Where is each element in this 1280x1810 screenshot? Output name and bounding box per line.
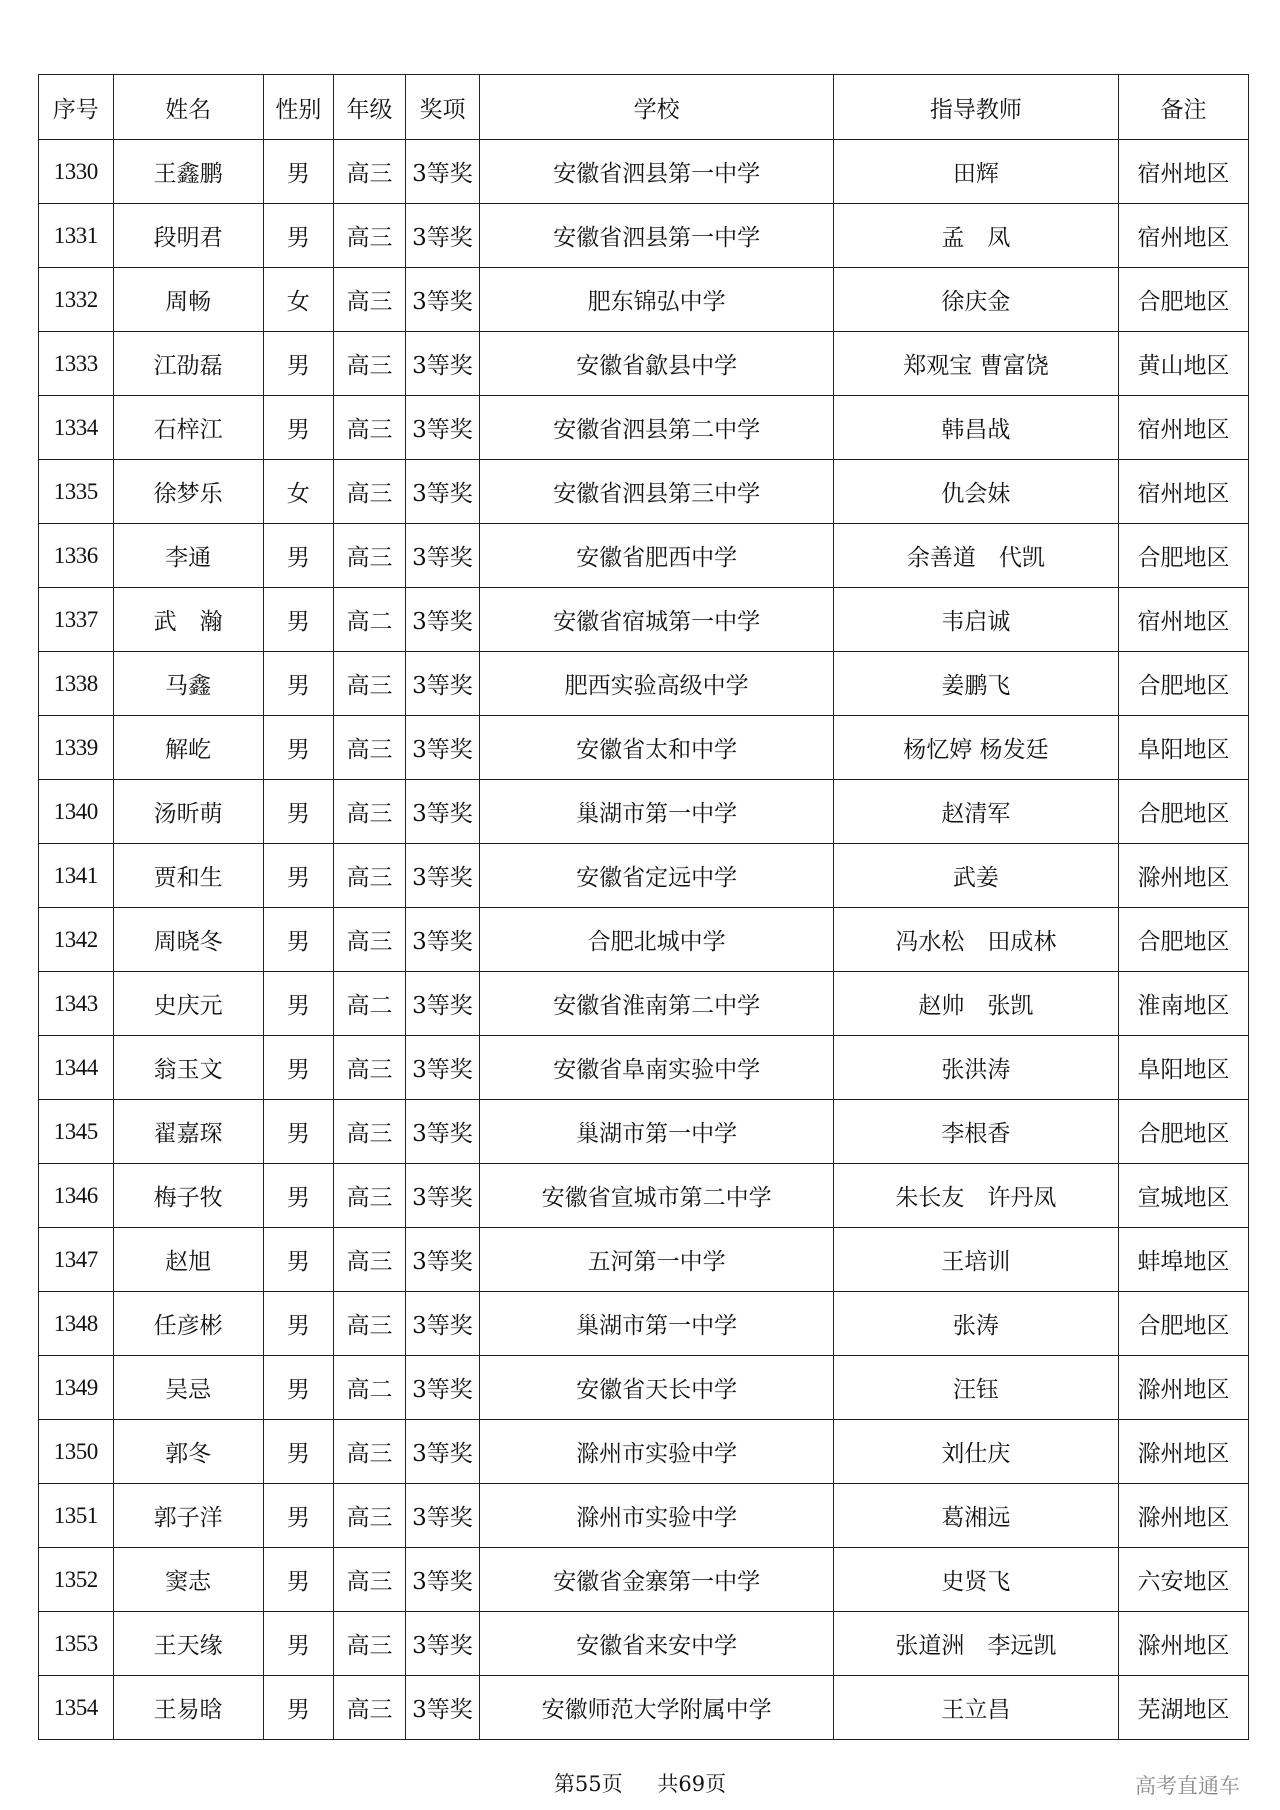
instructor: 田辉 xyxy=(833,140,1118,204)
serial-number: 1349 xyxy=(39,1356,114,1420)
instructor: 冯水松 田成林 xyxy=(833,908,1118,972)
watermark: 高考直通车 xyxy=(1135,1774,1240,1798)
region-note: 合肥地区 xyxy=(1118,780,1248,844)
instructor: 徐庆金 xyxy=(833,268,1118,332)
gender: 女 xyxy=(263,460,334,524)
header-col-grade: 年级 xyxy=(334,75,406,140)
table-row xyxy=(39,588,1249,652)
award: 3等奖 xyxy=(405,1548,480,1612)
gender: 女 xyxy=(263,268,334,332)
student-name: 周畅 xyxy=(113,268,263,332)
gender: 男 xyxy=(263,1484,334,1548)
serial-number: 1338 xyxy=(39,652,114,716)
serial-number: 1353 xyxy=(39,1612,114,1676)
region-note: 滁州地区 xyxy=(1118,1356,1248,1420)
student-name: 周晓冬 xyxy=(113,908,263,972)
gender: 男 xyxy=(263,1228,334,1292)
region-note: 合肥地区 xyxy=(1118,1292,1248,1356)
student-name: 王鑫鹏 xyxy=(113,140,263,204)
grade: 高三 xyxy=(334,652,406,716)
gender: 男 xyxy=(263,332,334,396)
instructor: 韩昌战 xyxy=(833,396,1118,460)
school: 安徽省泗县第三中学 xyxy=(480,460,834,524)
header-col-award: 奖项 xyxy=(405,75,480,140)
gender: 男 xyxy=(263,972,334,1036)
award: 3等奖 xyxy=(405,396,480,460)
school: 安徽省宣城市第二中学 xyxy=(480,1164,834,1228)
award: 3等奖 xyxy=(405,332,480,396)
instructor: 韦启诚 xyxy=(833,588,1118,652)
student-name: 窦志 xyxy=(113,1548,263,1612)
student-name: 翁玉文 xyxy=(113,1036,263,1100)
header-row xyxy=(39,75,1249,140)
region-note: 黄山地区 xyxy=(1118,332,1248,396)
school: 安徽师范大学附属中学 xyxy=(480,1676,834,1740)
award: 3等奖 xyxy=(405,652,480,716)
grade: 高三 xyxy=(334,844,406,908)
student-name: 梅子牧 xyxy=(113,1164,263,1228)
region-note: 宣城地区 xyxy=(1118,1164,1248,1228)
student-name: 江劭磊 xyxy=(113,332,263,396)
award: 3等奖 xyxy=(405,1356,480,1420)
region-note: 滁州地区 xyxy=(1118,1612,1248,1676)
award: 3等奖 xyxy=(405,844,480,908)
serial-number: 1340 xyxy=(39,780,114,844)
award: 3等奖 xyxy=(405,780,480,844)
page-total: 共69页 xyxy=(657,1772,727,1796)
school: 巢湖市第一中学 xyxy=(480,1100,834,1164)
instructor: 李根香 xyxy=(833,1100,1118,1164)
grade: 高三 xyxy=(334,1164,406,1228)
instructor: 赵清军 xyxy=(833,780,1118,844)
school: 安徽省来安中学 xyxy=(480,1612,834,1676)
region-note: 合肥地区 xyxy=(1118,908,1248,972)
school: 安徽省肥西中学 xyxy=(480,524,834,588)
award: 3等奖 xyxy=(405,268,480,332)
instructor: 武姜 xyxy=(833,844,1118,908)
award: 3等奖 xyxy=(405,716,480,780)
gender: 男 xyxy=(263,204,334,268)
serial-number: 1335 xyxy=(39,460,114,524)
school: 合肥北城中学 xyxy=(480,908,834,972)
instructor: 余善道 代凯 xyxy=(833,524,1118,588)
header-col-teacher: 指导教师 xyxy=(833,75,1118,140)
student-name: 郭子洋 xyxy=(113,1484,263,1548)
grade: 高三 xyxy=(334,1100,406,1164)
gender: 男 xyxy=(263,908,334,972)
header-col-name: 姓名 xyxy=(113,75,263,140)
student-name: 李通 xyxy=(113,524,263,588)
grade: 高三 xyxy=(334,1228,406,1292)
table-row xyxy=(39,972,1249,1036)
table-row xyxy=(39,844,1249,908)
table-row xyxy=(39,716,1249,780)
school: 安徽省泗县第一中学 xyxy=(480,140,834,204)
student-name: 汤昕萌 xyxy=(113,780,263,844)
instructor: 仇会妹 xyxy=(833,460,1118,524)
award: 3等奖 xyxy=(405,140,480,204)
serial-number: 1354 xyxy=(39,1676,114,1740)
instructor: 杨忆婷 杨发廷 xyxy=(833,716,1118,780)
table-row xyxy=(39,1612,1249,1676)
instructor: 孟 凤 xyxy=(833,204,1118,268)
school: 安徽省宿城第一中学 xyxy=(480,588,834,652)
school: 安徽省金寨第一中学 xyxy=(480,1548,834,1612)
header-col-school: 学校 xyxy=(480,75,834,140)
gender: 男 xyxy=(263,1036,334,1100)
table-row xyxy=(39,1228,1249,1292)
region-note: 蚌埠地区 xyxy=(1118,1228,1248,1292)
serial-number: 1346 xyxy=(39,1164,114,1228)
gender: 男 xyxy=(263,1676,334,1740)
table-row xyxy=(39,140,1249,204)
table-row xyxy=(39,332,1249,396)
region-note: 阜阳地区 xyxy=(1118,1036,1248,1100)
serial-number: 1333 xyxy=(39,332,114,396)
table-row xyxy=(39,204,1249,268)
grade: 高三 xyxy=(334,396,406,460)
award: 3等奖 xyxy=(405,1228,480,1292)
award: 3等奖 xyxy=(405,460,480,524)
instructor: 刘仕庆 xyxy=(833,1420,1118,1484)
grade: 高三 xyxy=(334,1036,406,1100)
instructor: 史贤飞 xyxy=(833,1548,1118,1612)
serial-number: 1344 xyxy=(39,1036,114,1100)
header-col-region: 备注 xyxy=(1118,75,1248,140)
table-row xyxy=(39,268,1249,332)
table-row xyxy=(39,1036,1249,1100)
student-name: 史庆元 xyxy=(113,972,263,1036)
table-row xyxy=(39,780,1249,844)
gender: 男 xyxy=(263,1356,334,1420)
region-note: 宿州地区 xyxy=(1118,204,1248,268)
instructor: 王立昌 xyxy=(833,1676,1118,1740)
school: 安徽省太和中学 xyxy=(480,716,834,780)
grade: 高三 xyxy=(334,908,406,972)
gender: 男 xyxy=(263,716,334,780)
award: 3等奖 xyxy=(405,1612,480,1676)
region-note: 合肥地区 xyxy=(1118,268,1248,332)
award: 3等奖 xyxy=(405,1420,480,1484)
award: 3等奖 xyxy=(405,1292,480,1356)
table-body xyxy=(39,140,1249,1740)
header-col-gender: 性别 xyxy=(263,75,334,140)
gender: 男 xyxy=(263,140,334,204)
serial-number: 1341 xyxy=(39,844,114,908)
award: 3等奖 xyxy=(405,1100,480,1164)
table-row xyxy=(39,396,1249,460)
student-name: 赵旭 xyxy=(113,1228,263,1292)
region-note: 滁州地区 xyxy=(1118,1420,1248,1484)
region-note: 合肥地区 xyxy=(1118,652,1248,716)
instructor: 葛湘远 xyxy=(833,1484,1118,1548)
instructor: 姜鹏飞 xyxy=(833,652,1118,716)
instructor: 张道洲 李远凯 xyxy=(833,1612,1118,1676)
grade: 高三 xyxy=(334,1548,406,1612)
header-col-no: 序号 xyxy=(39,75,114,140)
student-name: 武 瀚 xyxy=(113,588,263,652)
serial-number: 1336 xyxy=(39,524,114,588)
award: 3等奖 xyxy=(405,588,480,652)
gender: 男 xyxy=(263,1164,334,1228)
region-note: 滁州地区 xyxy=(1118,1484,1248,1548)
table-row xyxy=(39,524,1249,588)
serial-number: 1348 xyxy=(39,1292,114,1356)
table-row xyxy=(39,1356,1249,1420)
student-name: 贾和生 xyxy=(113,844,263,908)
serial-number: 1351 xyxy=(39,1484,114,1548)
school: 安徽省泗县第一中学 xyxy=(480,204,834,268)
grade: 高二 xyxy=(334,588,406,652)
award: 3等奖 xyxy=(405,1036,480,1100)
instructor: 张洪涛 xyxy=(833,1036,1118,1100)
gender: 男 xyxy=(263,396,334,460)
region-note: 芜湖地区 xyxy=(1118,1676,1248,1740)
gender: 男 xyxy=(263,1612,334,1676)
award: 3等奖 xyxy=(405,1484,480,1548)
region-note: 宿州地区 xyxy=(1118,140,1248,204)
serial-number: 1352 xyxy=(39,1548,114,1612)
school: 安徽省天长中学 xyxy=(480,1356,834,1420)
table-header xyxy=(39,75,1249,140)
award: 3等奖 xyxy=(405,1676,480,1740)
gender: 男 xyxy=(263,1420,334,1484)
gender: 男 xyxy=(263,588,334,652)
award: 3等奖 xyxy=(405,908,480,972)
grade: 高二 xyxy=(334,972,406,1036)
table-row xyxy=(39,1420,1249,1484)
gender: 男 xyxy=(263,1292,334,1356)
table-row xyxy=(39,1164,1249,1228)
student-name: 吴忌 xyxy=(113,1356,263,1420)
instructor: 汪钰 xyxy=(833,1356,1118,1420)
table-row xyxy=(39,1292,1249,1356)
student-name: 王天缘 xyxy=(113,1612,263,1676)
serial-number: 1334 xyxy=(39,396,114,460)
grade: 高三 xyxy=(334,1484,406,1548)
region-note: 宿州地区 xyxy=(1118,396,1248,460)
award: 3等奖 xyxy=(405,204,480,268)
serial-number: 1343 xyxy=(39,972,114,1036)
grade: 高三 xyxy=(334,524,406,588)
table-row xyxy=(39,1484,1249,1548)
school: 肥西实验高级中学 xyxy=(480,652,834,716)
instructor: 张涛 xyxy=(833,1292,1118,1356)
table-row xyxy=(39,460,1249,524)
school: 安徽省泗县第二中学 xyxy=(480,396,834,460)
table-row xyxy=(39,1676,1249,1740)
grade: 高三 xyxy=(334,1420,406,1484)
table-row xyxy=(39,1100,1249,1164)
student-name: 解屹 xyxy=(113,716,263,780)
instructor: 朱长友 许丹凤 xyxy=(833,1164,1118,1228)
grade: 高三 xyxy=(334,1612,406,1676)
gender: 男 xyxy=(263,844,334,908)
school: 安徽省淮南第二中学 xyxy=(480,972,834,1036)
region-note: 滁州地区 xyxy=(1118,844,1248,908)
school: 巢湖市第一中学 xyxy=(480,780,834,844)
student-name: 马鑫 xyxy=(113,652,263,716)
region-note: 宿州地区 xyxy=(1118,460,1248,524)
grade: 高三 xyxy=(334,1676,406,1740)
student-name: 徐梦乐 xyxy=(113,460,263,524)
student-name: 石梓江 xyxy=(113,396,263,460)
grade: 高三 xyxy=(334,268,406,332)
serial-number: 1345 xyxy=(39,1100,114,1164)
school: 巢湖市第一中学 xyxy=(480,1292,834,1356)
instructor: 赵帅 张凯 xyxy=(833,972,1118,1036)
table-row xyxy=(39,1548,1249,1612)
award: 3等奖 xyxy=(405,972,480,1036)
school: 五河第一中学 xyxy=(480,1228,834,1292)
award-table xyxy=(38,74,1249,1740)
region-note: 合肥地区 xyxy=(1118,1100,1248,1164)
serial-number: 1347 xyxy=(39,1228,114,1292)
page-footer xyxy=(0,1768,1280,1798)
award: 3等奖 xyxy=(405,524,480,588)
grade: 高二 xyxy=(334,1356,406,1420)
serial-number: 1342 xyxy=(39,908,114,972)
instructor: 王培训 xyxy=(833,1228,1118,1292)
serial-number: 1330 xyxy=(39,140,114,204)
student-name: 郭冬 xyxy=(113,1420,263,1484)
school: 安徽省歙县中学 xyxy=(480,332,834,396)
award: 3等奖 xyxy=(405,1164,480,1228)
grade: 高三 xyxy=(334,332,406,396)
region-note: 宿州地区 xyxy=(1118,588,1248,652)
table-row xyxy=(39,652,1249,716)
student-name: 王易晗 xyxy=(113,1676,263,1740)
gender: 男 xyxy=(263,652,334,716)
grade: 高三 xyxy=(334,716,406,780)
serial-number: 1331 xyxy=(39,204,114,268)
serial-number: 1337 xyxy=(39,588,114,652)
school: 肥东锦弘中学 xyxy=(480,268,834,332)
region-note: 淮南地区 xyxy=(1118,972,1248,1036)
region-note: 合肥地区 xyxy=(1118,524,1248,588)
serial-number: 1339 xyxy=(39,716,114,780)
grade: 高三 xyxy=(334,1292,406,1356)
school: 安徽省阜南实验中学 xyxy=(480,1036,834,1100)
gender: 男 xyxy=(263,1100,334,1164)
grade: 高三 xyxy=(334,780,406,844)
grade: 高三 xyxy=(334,204,406,268)
region-note: 六安地区 xyxy=(1118,1548,1248,1612)
instructor: 郑观宝 曹富饶 xyxy=(833,332,1118,396)
table-row xyxy=(39,908,1249,972)
student-name: 翟嘉琛 xyxy=(113,1100,263,1164)
grade: 高三 xyxy=(334,460,406,524)
serial-number: 1332 xyxy=(39,268,114,332)
region-note: 阜阳地区 xyxy=(1118,716,1248,780)
school: 安徽省定远中学 xyxy=(480,844,834,908)
gender: 男 xyxy=(263,524,334,588)
gender: 男 xyxy=(263,780,334,844)
gender: 男 xyxy=(263,1548,334,1612)
grade: 高三 xyxy=(334,140,406,204)
page-number: 第55页 xyxy=(553,1772,623,1796)
student-name: 段明君 xyxy=(113,204,263,268)
school: 滁州市实验中学 xyxy=(480,1484,834,1548)
serial-number: 1350 xyxy=(39,1420,114,1484)
student-name: 任彦彬 xyxy=(113,1292,263,1356)
school: 滁州市实验中学 xyxy=(480,1420,834,1484)
